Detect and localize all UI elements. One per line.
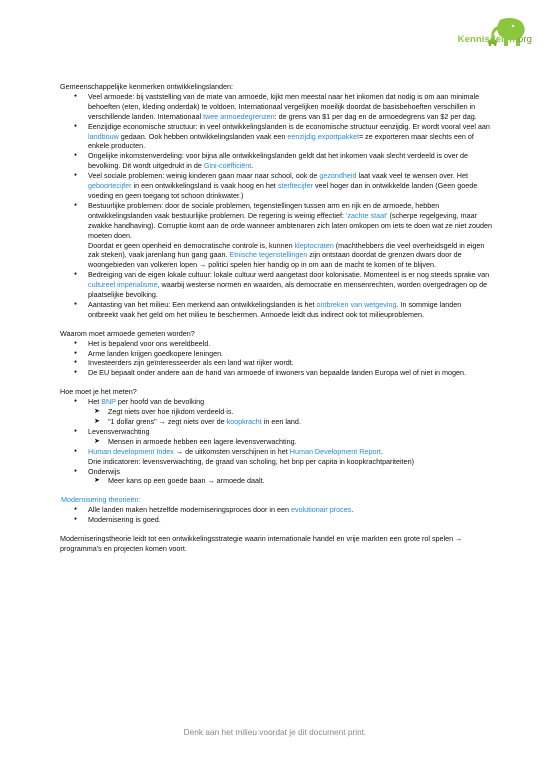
term-link[interactable]: Human development Index [88, 446, 174, 456]
term-link[interactable]: geboortecijfer [88, 181, 132, 191]
arrow-bullet-icon: ➤ [94, 477, 100, 485]
sub-item: ➤ Mensen in armoede hebben een lagere levensverwachting. [94, 436, 297, 446]
modernisering-list [60, 505, 492, 525]
list-item: ● Arme landen krijgen goedkopere leningen. [60, 349, 492, 359]
arrow-bullet-icon: ➤ [94, 408, 100, 416]
term-link[interactable]: evolutionair proces [290, 505, 352, 515]
arrow-bullet-icon: ➤ [94, 418, 100, 425]
sub-item: ➤ Meer kans op een goede baan → armoede daalt. [94, 476, 265, 486]
heading-waarom: Waarom moet armoede gemeten worden? [60, 328, 195, 338]
logo-text[interactable] [458, 34, 532, 45]
term-link[interactable]: Etnische tegenstellingen [229, 250, 308, 260]
heading-modernisering: Modernisering theorieën: [61, 495, 141, 505]
term-link[interactable]: 'zachte staat' [345, 210, 388, 220]
list-item: ● Levensverwachting ➤ Mensen in armoede hebben een lagere levensverwachting. [60, 427, 492, 447]
term-link[interactable]: sterftecijfer [277, 181, 313, 191]
list-item: ● Veel sociale problemen: weinig kinderen gaan maar naar school, ook de gezondheid laat vaak veel te wensen over. Het geboortecijfer in een ontwikkelingsland is vaak hoog en het sterftecijfer veel hoger dan in ontwikkelde landen (Geen goede voeding en geen toegang tot schoon drinkwater.) [60, 171, 492, 201]
list-item: ● Bestuurlijke problemen: door de sociale problemen, tegenstellingen tussen arm en rijk en de armoede, hebben ontwikkelingslanden vaak bestuurlijke problemen. De regering is weinig effectief: 'zachte staat' (scherpe regelgeving, maar zwakke handhaving). Corruptie komt aan de orde wanneer ambtenaren zich laten omkopen om iets te doen wat ze niet zouden moeten doen. Doordat er geen openheid en democratische controle is, kunnen kleptocraten (machthebbers die veel overheidsgeld in eigen zak steken), vaak jarenlang hun gang gaan. Etnische tegenstellingen zijn ontstaan doordat de grenzen dwars door de woongebieden van volkeren lopen → politici spelen hier handig op in om aan de macht te komen of te blijven. [60, 201, 492, 270]
term-link[interactable]: twee armoedegrenzen [203, 111, 275, 121]
term-link[interactable]: Gini-coëfficiënt [203, 161, 252, 171]
term-link[interactable]: koopkracht [226, 417, 262, 426]
term-link[interactable]: eenzijdig exportpakket [287, 131, 359, 141]
list-item: ● Bedreiging van de eigen lokale cultuur: lokale cultuur werd aangetast door kolonisatie. Momenteel is er nog steeds sprake van cultureel imperialisme, waarbij westerse normen en waarden, als democratie en mensenrechten, worden overgedragen op de plaatselijke bevolking. [60, 270, 492, 300]
list-item: ● Investeerders zijn geïnteresseerder als een land wat rijker wordt. [60, 358, 492, 368]
heading-meten: Hoe moet je het meten? [60, 387, 137, 397]
term-link[interactable]: ontbreken van wetgeving [316, 299, 397, 309]
sub-item: ➤ "1 dollar grens" → zegt niets over de koopkracht in een land. [94, 417, 301, 426]
arrow-bullet-icon: ➤ [94, 437, 100, 445]
term-link[interactable]: landbouw [88, 131, 119, 141]
list-item: ● Ongelijke inkomstenverdeling: voor bijna alle ontwikkelingslanden geldt dat het inkomen vaak slecht verdeeld is over de bevolking. Dit wordt uitgedrukt in de Gini-coëfficiënt. [60, 151, 492, 171]
print-footer: Denk aan het milieu voordat je dit document print. [183, 727, 367, 737]
closing-paragraph: Moderniseringstheorie leidt tot een ontwikkelingsstrategie waarin internationale handel en vrije markten een grote rol spelen → programma's en projecten komen voort. [60, 534, 463, 553]
list-item: ● Het BNP per hoofd van de bevolking ➤ Zegt niets over hoe rijkdom verdeeld is. ➤ "1 dollar grens" → zegt niets over de koopkracht in een land. [60, 397, 492, 427]
term-link[interactable]: cultureel imperialisme [88, 280, 158, 290]
term-link[interactable]: gezondheid [319, 171, 357, 181]
list-item: ● Veel armoede: bij vaststelling van de mate van armoede, kijkt men meestal naar het inkomen dat nodig is om aan minimale behoeften (eten, kleding onderdak) te voldoen. Internationaal vergelijken moeilijk doordat de basisbehoeften verschillen in verschillende landen. Internationaal twee armoedegrenzen: de grens van $1 per dag en de armoedegrens van $2 per dag. [60, 92, 492, 122]
meten-list [60, 397, 492, 486]
kenmerken-list [60, 92, 492, 320]
list-item: ● Modernisering is goed. [60, 515, 492, 525]
list-item: ● Eenzijdige economische structuur: in veel ontwikkelingslanden is de economische structuur eenzijdig. Er wordt vooral veel aan landbouw gedaan. Ook hebben ontwikkelingslanden vaak een eenzijdig exportpakket= ze exporteren maar slechts een of enkele producten. [60, 122, 492, 152]
list-item: ● Het is bepalend voor ons wereldbeeld. [60, 339, 492, 349]
term-link[interactable]: BNP [101, 397, 116, 407]
document-body [60, 82, 492, 554]
term-link[interactable]: kleptocraten [294, 240, 334, 250]
term-link[interactable]: Human Development Report [289, 446, 381, 456]
heading-kenmerken: Gemeenschappelijke kenmerken ontwikkelingslanden: [60, 82, 233, 91]
list-item: ● Human development Index → de uitkomsten verschijnen in het Human Development Report. Drie indicatoren: levensverwachting, de graad van scholing, het bnp per capita in koopkrachtpariteiten) [60, 447, 492, 467]
list-item: ● Onderwijs ➤ Meer kans op een goede baan → armoede daalt. [60, 467, 492, 487]
waarom-list [60, 339, 492, 379]
logo-tld: .org [515, 34, 532, 45]
list-item: ● De EU bepaalt onder andere aan de hand van armoede of inwoners van bepaalde landen Europa wel of niet in mogen. [60, 368, 492, 378]
list-item: ● Aantasting van het milieu: Een merkend aan ontwikkelingslanden is het ontbreken van wetgeving. In sommige landen ontbreekt vaak het geld om het milieu te beschermen. Armoede leidt dus indirect ook tot milieuproblemen. [60, 300, 492, 320]
sub-item: ➤ Zegt niets over hoe rijkdom verdeeld is. [94, 407, 234, 417]
logo-name: Kennisdelen [457, 34, 516, 45]
list-item: ● Alle landen maken hetzelfde moderniseringsproces door in een evolutionair proces. [60, 505, 492, 515]
